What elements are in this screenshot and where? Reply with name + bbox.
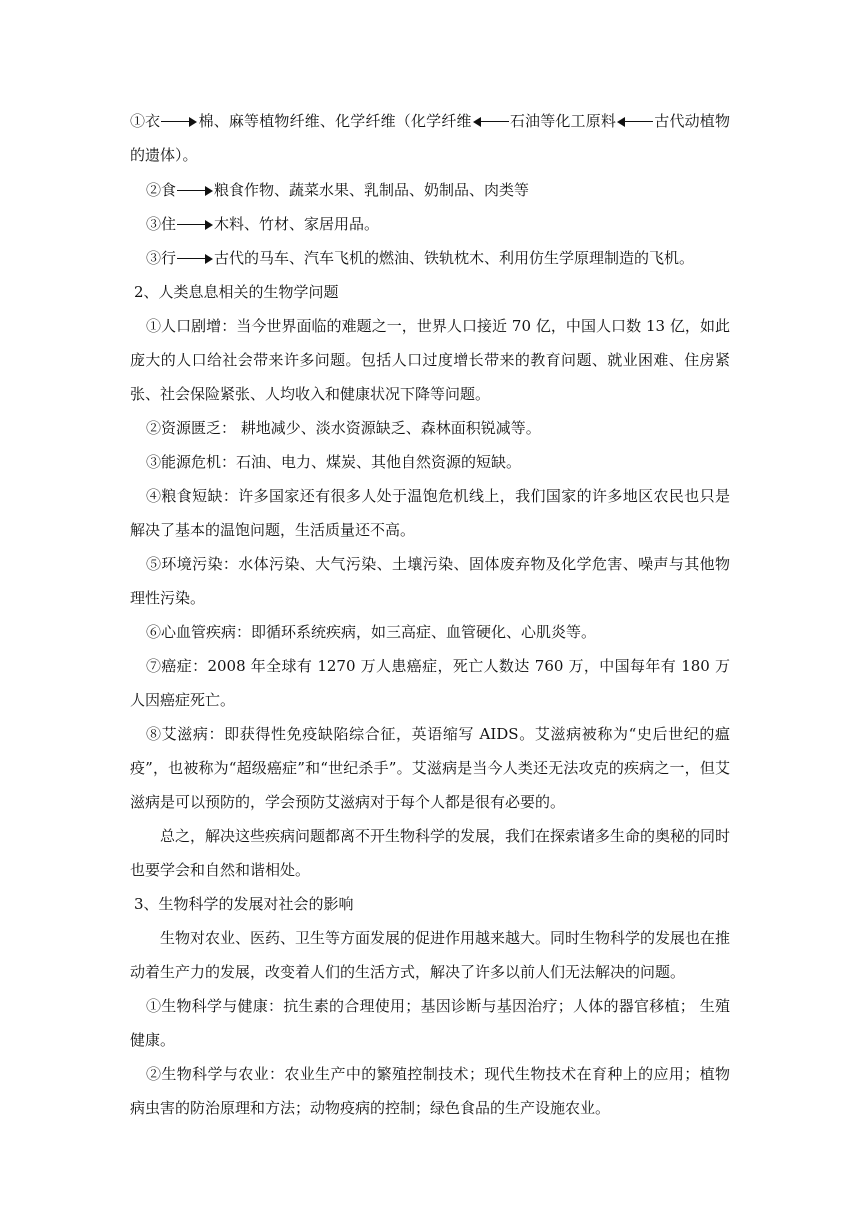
clothing-text-2: 石油等化工原料	[509, 112, 617, 130]
right-arrow-icon	[161, 117, 197, 127]
pollution-paragraph: ⑤环境污染：水体污染、大气污染、土壤污染、固体废弃物及化学危害、噪声与其他物理性污染。	[130, 555, 730, 607]
transport-paragraph	[146, 241, 746, 275]
food-label: ②食	[146, 181, 177, 199]
clothing-text-1: 棉、麻等植物纤维、化学纤维（化学纤维	[198, 112, 472, 130]
population-paragraph: ①人口剧增：当今世界面临的难题之一，世界人口接近 70 亿，中国人口数 13 亿，如此庞大的人口给社会带来许多问题。包括人口过度增长带来的教育问题、就业困难、住房紧张、社会保险紧张、人均收入和健康状况下降等问题。	[130, 317, 730, 403]
summary-paragraph: 总之，解决这些疾病问题都离不开生物科学的发展，我们在探索诸多生命的奥秘的同时也要学会和自然和谐相处。	[130, 827, 731, 879]
clothing-paragraph	[130, 104, 730, 172]
health-paragraph: ①生物科学与健康：抗生素的合理使用；基因诊断与基因治疗；人体的器官移植； 生殖健康。	[130, 997, 730, 1049]
food-paragraph	[146, 173, 746, 207]
cancer-paragraph: ⑦癌症：2008 年全球有 1270 万人患癌症，死亡人数达 760 万，中国每年有 180 万人因癌症死亡。	[130, 657, 730, 709]
left-arrow-icon	[473, 117, 509, 127]
right-arrow-icon	[177, 186, 213, 196]
transport-label: ③行	[146, 249, 177, 267]
cardio-paragraph: ⑥心血管疾病：即循环系统疾病，如三高症、血管硬化、心肌炎等。	[146, 623, 597, 641]
agriculture-paragraph: ②生物科学与农业：农业生产中的繁殖控制技术；现代生物技术在育种上的应用；植物病虫害的防治原理和方法；动物疫病的控制；绿色食品的生产设施农业。	[130, 1065, 730, 1117]
section-3-heading: 3、生物科学的发展对社会的影响	[134, 895, 354, 913]
transport-text: 古代的马车、汽车飞机的燃油、铁轨枕木、利用仿生学原理制造的飞机。	[214, 249, 695, 267]
right-arrow-icon	[177, 220, 213, 230]
section-2-heading: 2、人类息息相关的生物学问题	[134, 283, 339, 301]
resources-paragraph: ②资源匮乏： 耕地减少、淡水资源缺乏、森林面积锐减等。	[146, 419, 541, 437]
aids-paragraph: ⑧艾滋病：即获得性免疫缺陷综合征，英语缩写 AIDS。艾滋病被称为“史后世纪的瘟疫”，也被称为“超级癌症”和“世纪杀手”。艾滋病是当今人类还无法攻克的疾病之一，但艾滋病是可以预防的，学会预防艾滋病对于每个人都是很有必要的。	[130, 725, 730, 811]
housing-paragraph	[146, 207, 746, 241]
housing-label: ③住	[146, 215, 177, 233]
grain-paragraph: ④粮食短缺：许多国家还有很多人处于温饱危机线上，我们国家的许多地区农民也只是解决了基本的温饱问题，生活质量还不高。	[130, 487, 730, 539]
clothing-label: ①衣	[130, 112, 161, 130]
left-arrow-icon	[617, 117, 653, 127]
right-arrow-icon	[177, 254, 213, 264]
housing-text: 木料、竹材、家居用品。	[214, 215, 380, 233]
energy-paragraph: ③能源危机：石油、电力、煤炭、其他自然资源的短缺。	[146, 453, 522, 471]
clothing-text-3: 古代动植物的遗体）。	[130, 112, 730, 164]
intro3-paragraph: 生物对农业、医药、卫生等方面发展的促进作用越来越大。同时生物科学的发展也在推动着生产力的发展，改变着人们的生活方式，解决了许多以前人们无法解决的问题。	[130, 929, 731, 981]
food-text: 粮食作物、蔬菜水果、乳制品、奶制品、肉类等	[214, 181, 530, 199]
